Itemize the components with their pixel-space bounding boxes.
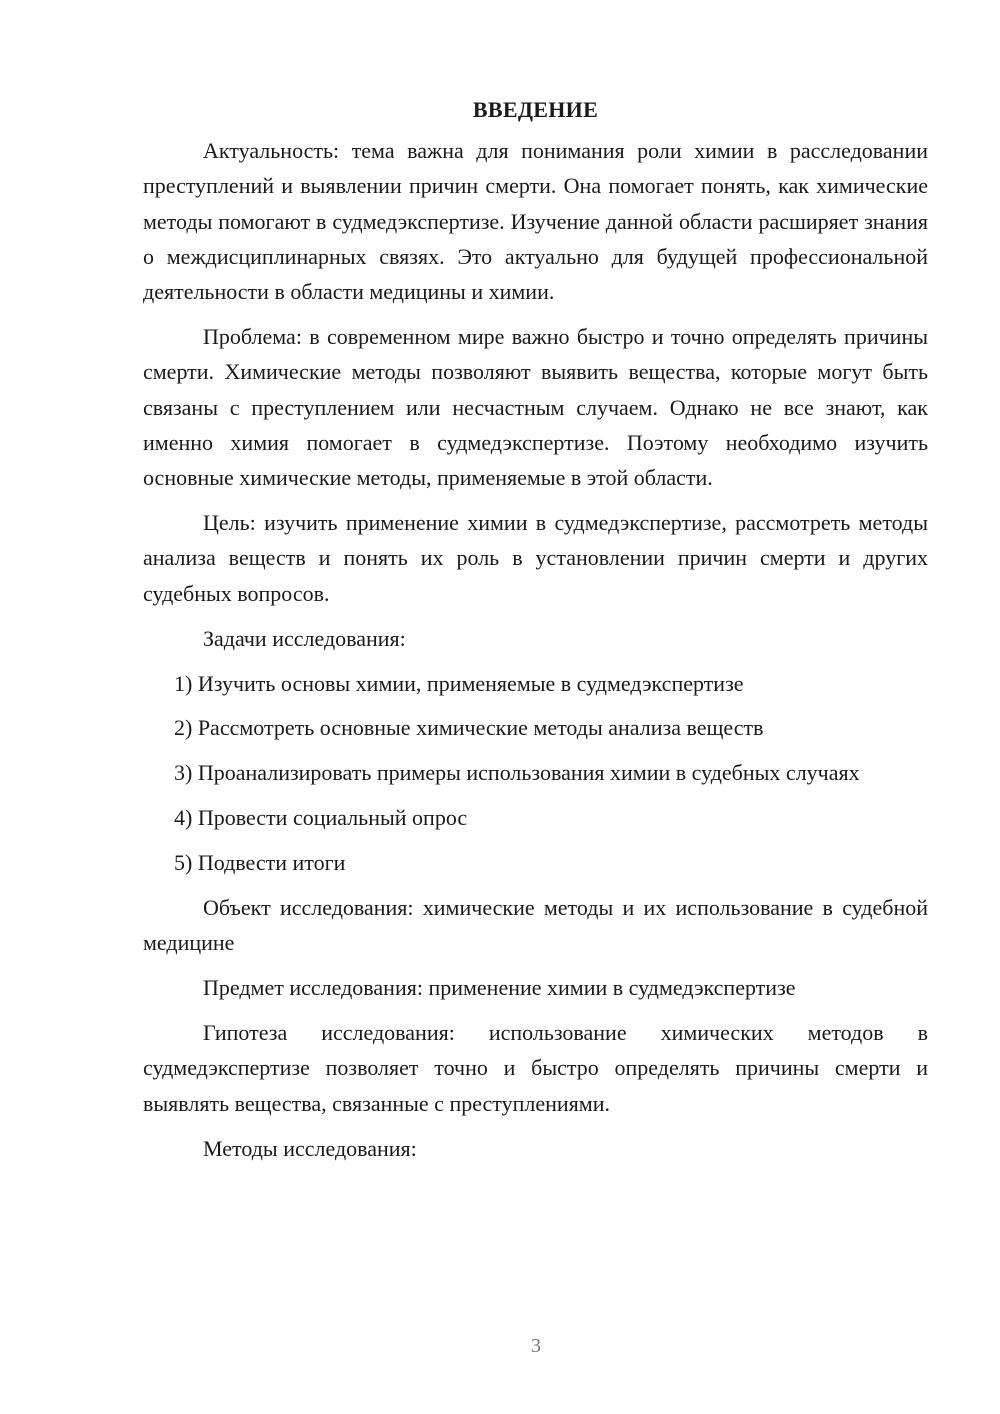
list-item: 2) Рассмотреть основные химические методы анализа веществ [174, 715, 764, 741]
paragraph-subject: Предмет исследования: применение химии в судмедэкспертизе [203, 975, 796, 1001]
tasks-list [143, 666, 928, 881]
page-number: 3 [531, 1335, 541, 1357]
list-item: 4) Провести социальный опрос [174, 805, 468, 831]
paragraph-tasks-intro: Задачи исследования: [203, 625, 406, 651]
paragraph-relevance: Актуальность: тема важна для понимания роли химии в расследовании преступлений и выявлении причин смерти. Она помогает понять, как химические методы помогают в судмедэкспертизе. Изучение данной области расширяет знания о междисциплинарных связях. Это актуально для будущей профессиональной деятельности в области медицины и химии. [143, 138, 928, 305]
paragraph-hypothesis: Гипотеза исследования: использование химических методов в судмедэкспертизе позволяет точно и быстро определять причины смерти и выявлять вещества, связанные с преступлениями. [143, 1020, 928, 1116]
list-item: 5) Подвести итоги [174, 850, 346, 876]
list-item: 1) Изучить основы химии, применяемые в судмедэкспертизе [174, 670, 744, 696]
paragraph-object: Объект исследования: химические методы и их использование в судебной медицине [143, 894, 928, 956]
document-page [143, 92, 928, 1175]
paragraph-methods: Методы исследования: [203, 1135, 417, 1161]
document-heading: ВВЕДЕНИЕ [472, 97, 599, 122]
list-item: 3) Проанализировать примеры использования химии в судебных случаях [174, 760, 860, 786]
paragraph-problem: Проблема: в современном мире важно быстро и точно определять причины смерти. Химические методы позволяют выявить вещества, которые могут быть связаны с преступлением или несчастным случаем. Однако не все знают, как именно химия помогает в судмедэкспертизе. Поэтому необходимо изучить основные химические методы, применяемые в этой области. [143, 324, 928, 491]
paragraph-goal: Цель: изучить применение химии в судмедэкспертизе, рассмотреть методы анализа веществ и понять их роль в установлении причин смерти и других судебных вопросов. [143, 510, 928, 606]
